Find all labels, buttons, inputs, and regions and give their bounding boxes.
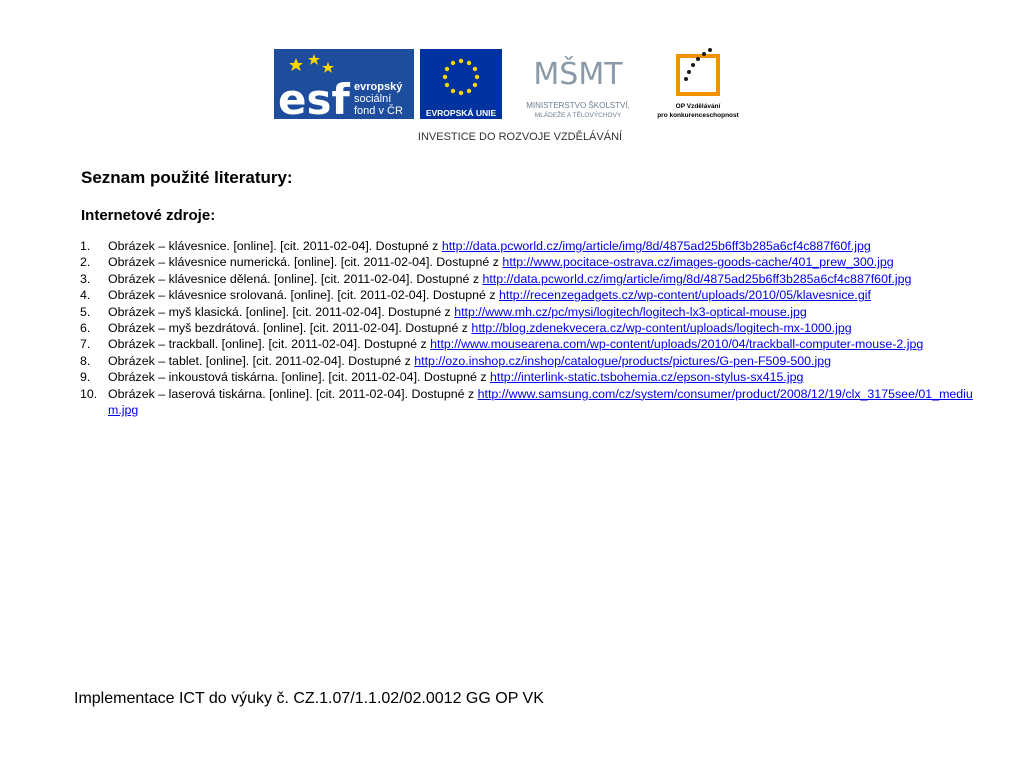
footer-text: Implementace ICT do výuky č. CZ.1.07/1.1.02/02.0012 GG OP VK [74, 690, 544, 707]
logo-strip [270, 44, 750, 148]
reference-link[interactable]: http://ozo.inshop.cz/inshop/catalogue/products/pictures/G-pen-F509-500.jpg [414, 353, 831, 368]
eu-label: EVROPSKÁ UNIE [425, 108, 497, 118]
page-title: Seznam použité literatury: [81, 168, 293, 187]
reference-link[interactable]: http://www.pocitace-ostrava.cz/images-goods-cache/401_prew_300.jpg [502, 255, 894, 270]
item-number: 6. [80, 321, 91, 336]
msmt-mark: MŠMT [533, 57, 623, 92]
item-number: 5. [80, 304, 91, 319]
list-item [80, 271, 980, 287]
list-item [80, 254, 980, 270]
reference-text: Obrázek – inkoustová tiskárna. [online]. [cit. 2011-02-04]. Dostupné z [108, 370, 491, 385]
op-vk-logo [657, 48, 739, 119]
reference-link[interactable]: http://blog.zdenekvecera.cz/wp-content/uploads/logitech-mx-1000.jpg [471, 321, 852, 336]
section-subtitle: Internetové zdroje: [81, 207, 216, 224]
reference-link[interactable]: http://recenzegadgets.cz/wp-content/uploads/2010/05/klavesnice.gif [498, 288, 871, 303]
reference-text: Obrázek – myš bezdrátová. [online]. [cit. 2011-02-04]. Dostupné z [108, 321, 472, 336]
item-number: 8. [80, 353, 91, 368]
list-item [80, 386, 980, 419]
reference-link[interactable]: http://www.mh.cz/pc/mysi/logitech/logitech-lx3-optical-mouse.jpg [454, 304, 807, 319]
esf-text-line-1: evropský [354, 81, 403, 93]
list-item [80, 336, 980, 352]
reference-text: Obrázek – klávesnice. [online]. [cit. 2011-02-04]. Dostupné z [108, 239, 442, 253]
esf-logo [274, 49, 414, 124]
msmt-logo [526, 55, 630, 119]
reference-link[interactable]: http://www.mousearena.com/wp-content/uploads/2010/04/trackball-computer-mouse-2.jpg [430, 337, 924, 352]
item-number: 3. [80, 271, 91, 286]
reference-text: Obrázek – klávesnice srolovaná. [online]. [cit. 2011-02-04]. Dostupné z [108, 288, 499, 303]
list-item [80, 238, 980, 254]
item-number: 9. [80, 370, 91, 385]
list-item [80, 304, 980, 320]
msmt-label-1: MINISTERSTVO ŠKOLSTVÍ, [526, 101, 630, 110]
item-number: 10. [80, 386, 98, 401]
eu-flag-logo [420, 49, 502, 119]
esf-mark: esf [278, 75, 350, 124]
op-label-1: OP Vzdělávání [675, 103, 721, 110]
esf-text-line-2: sociální [354, 93, 392, 105]
reference-text: Obrázek – klávesnice dělená. [online]. [cit. 2011-02-04]. Dostupné z [108, 271, 483, 286]
item-number: 2. [80, 255, 91, 270]
reference-text: Obrázek – laserová tiskárna. [online]. [cit. 2011-02-04]. Dostupné z [108, 386, 478, 401]
banner-text: INVESTICE DO ROZVOJE VZDĚLÁVÁNÍ [417, 131, 623, 143]
reference-text: Obrázek – myš klasická. [online]. [cit. 2011-02-04]. Dostupné z [108, 304, 455, 319]
list-item [80, 287, 980, 303]
reference-text: Obrázek – klávesnice numerická. [online]. [cit. 2011-02-04]. Dostupné z [108, 255, 503, 270]
item-number: 1. [80, 239, 91, 253]
reference-link[interactable]: http://data.pcworld.cz/img/article/img/8d/4875ad25b6ff3b285a6cf4c887f60f.jpg [482, 271, 912, 286]
reference-text: Obrázek – trackball. [online]. [cit. 2011-02-04]. Dostupné z [108, 337, 431, 352]
list-item [80, 320, 980, 336]
item-number: 4. [80, 288, 91, 303]
reference-list [80, 238, 980, 418]
esf-text-line-3: fond v ČR [354, 105, 403, 117]
reference-text: Obrázek – tablet. [online]. [cit. 2011-02-04]. Dostupné z [108, 353, 415, 368]
op-label-2: pro konkurenceschopnost [657, 112, 739, 119]
reference-link[interactable]: http://interlink-static.tsbohemia.cz/epson-stylus-sx415.jpg [490, 370, 804, 385]
reference-link[interactable]: http://data.pcworld.cz/img/article/img/8d/4875ad25b6ff3b285a6cf4c887f60f.jpg [441, 239, 871, 253]
msmt-label-2: MLÁDEŽE A TĚLOVÝCHOVY [534, 112, 622, 119]
list-item [80, 369, 980, 385]
reference-link[interactable]: http://www.samsung.com/cz/system/consumer/product/2008/12/19/clx_3175see/01_medium.jpg [108, 386, 973, 418]
list-item [80, 353, 980, 369]
item-number: 7. [80, 337, 91, 352]
